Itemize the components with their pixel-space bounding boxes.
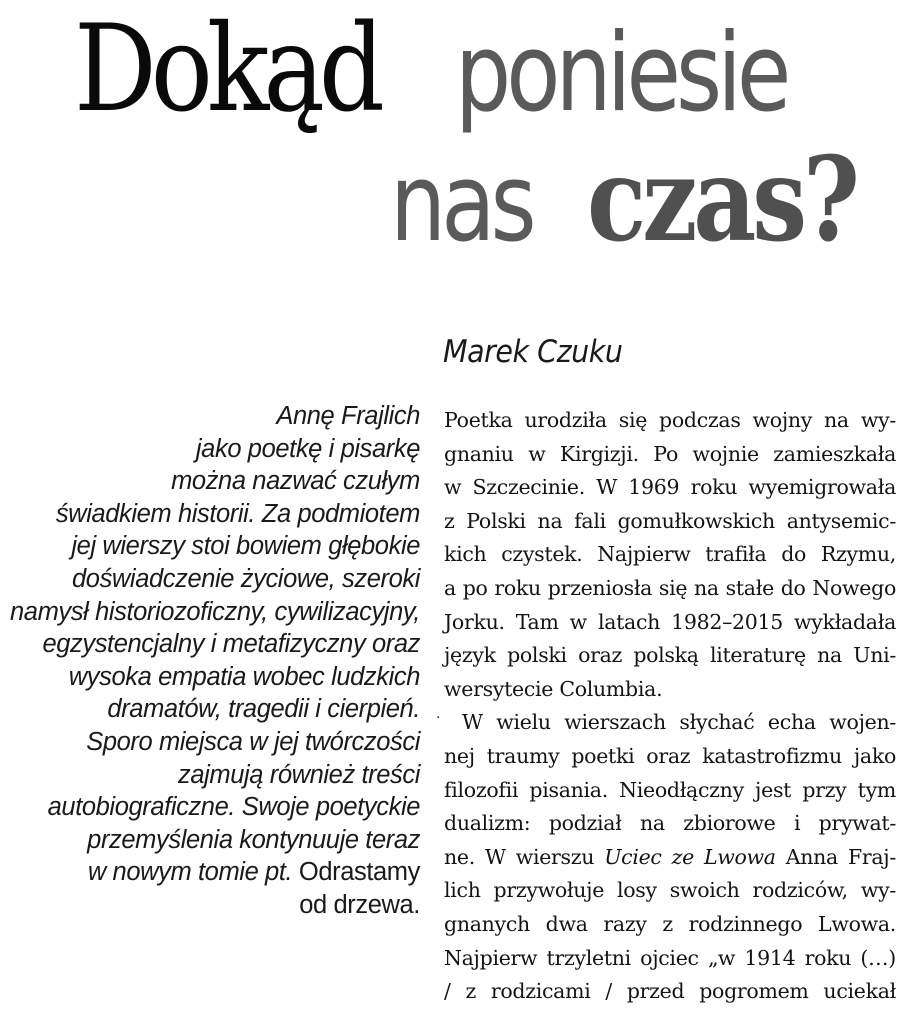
lead-paragraph — [0, 400, 420, 922]
lead-line-text: zajmują również treści — [177, 760, 420, 789]
lead-line-text: dramatów, tragedii i cierpień. — [107, 695, 420, 724]
lead-line — [0, 563, 420, 596]
article-title — [60, 0, 900, 290]
lead-line — [0, 759, 420, 792]
lead-line-text: jej wierszy stoi bowiem głębokie — [71, 532, 420, 561]
body-line: lich przywołuje losy swoich rodziców, wy- — [444, 878, 896, 903]
lead-line — [0, 693, 420, 726]
lead-line — [0, 433, 420, 466]
lead-line-text: Sporo miejsca w jej twórczości — [86, 727, 420, 756]
lead-line — [0, 791, 420, 824]
lead-line-text: od drzewa. — [299, 890, 420, 919]
body-line: gnaniu w Kirgizji. Po wojnie zamieszkała — [444, 441, 896, 466]
paragraph-bullet: · — [436, 710, 441, 726]
lead-line — [0, 726, 420, 759]
lead-line — [0, 596, 420, 629]
body-line: język polski oraz polską literaturę na Uni- — [444, 643, 896, 668]
body-line: Poetka urodziła się podczas wojny na wy- — [444, 408, 896, 432]
lead-line-text: przemyślenia kontynuuje teraz — [87, 825, 420, 854]
lead-line-text: w nowym tomie pt. — [87, 858, 293, 887]
lead-line-text: świadkiem historii. Za podmiotem — [55, 499, 420, 528]
lead-line-text: wysoka empatia wobec ludzkich — [68, 662, 420, 691]
body-line: Najpierw trzyletni ojciec „w 1914 roku (…) — [444, 945, 896, 970]
body-line: gnanych dwa razy z rodzinnego Lwowa. — [444, 911, 896, 936]
body-line: w Szczecinie. W 1969 roku wyemigrowała — [444, 475, 896, 500]
body-line: z Polski na fali gomułkowskich antysemic- — [444, 508, 896, 533]
lead-line — [0, 628, 420, 661]
body-line: kich czystek. Najpierw trafiła do Rzymu, — [444, 542, 896, 567]
body-line: nej traumy poetki oraz katastrofizmu jako — [444, 743, 896, 768]
title-word-poniesie: poniesie — [455, 11, 787, 136]
body-line-text: ne. W wierszu — [444, 844, 605, 869]
title-word-nas: nas — [390, 141, 532, 266]
lead-line — [0, 889, 420, 922]
body-line: W wielu wierszach słychać echa wojen- — [462, 710, 896, 735]
title-word-czas: czas? — [587, 132, 856, 268]
lead-line-text: namysł historiozoficzny, cywilizacyjny, — [10, 597, 420, 626]
lead-line-text: Annę Frajlich — [276, 402, 420, 430]
body-line-text: Anna Fraj- — [775, 844, 896, 869]
lead-line-text: autobiograficzne. Swoje poetyckie — [47, 793, 420, 822]
body-line: wersytecie Columbia. — [444, 676, 663, 701]
body-line: dualizm: podział na zbiorowe i prywat- — [444, 811, 896, 836]
lead-line — [0, 661, 420, 694]
lead-line-text: jako poetkę i pisarkę — [195, 434, 420, 463]
body-line: Jorku. Tam w latach 1982–2015 wykładała — [444, 609, 896, 634]
lead-line — [0, 530, 420, 563]
lead-line — [0, 824, 420, 857]
book-title: Odrastamy — [292, 858, 420, 887]
body-text-column — [444, 404, 896, 1009]
lead-line — [0, 465, 420, 498]
lead-line — [0, 498, 420, 531]
body-line: filozofii pisania. Nieodłączny jest przy tym — [444, 777, 896, 802]
poem-title: Uciec ze Lwowa — [604, 844, 776, 869]
lead-line-text: można nazwać czułym — [171, 467, 420, 496]
lead-line — [0, 400, 420, 433]
title-word-dokad: Dokąd — [74, 0, 379, 139]
lead-line-text: egzystencjalny i metafizyczny oraz — [42, 630, 420, 659]
body-line — [444, 841, 896, 875]
author-byline: Marek Czuku — [443, 334, 623, 370]
lead-line — [0, 856, 420, 889]
body-line: a po roku przeniosła się na stałe do Nowego — [444, 575, 896, 600]
body-line: / z rodzicami / przed pogromem uciekał — [444, 979, 896, 1004]
lead-line-text: doświadczenie życiowe, szeroki — [72, 564, 420, 593]
